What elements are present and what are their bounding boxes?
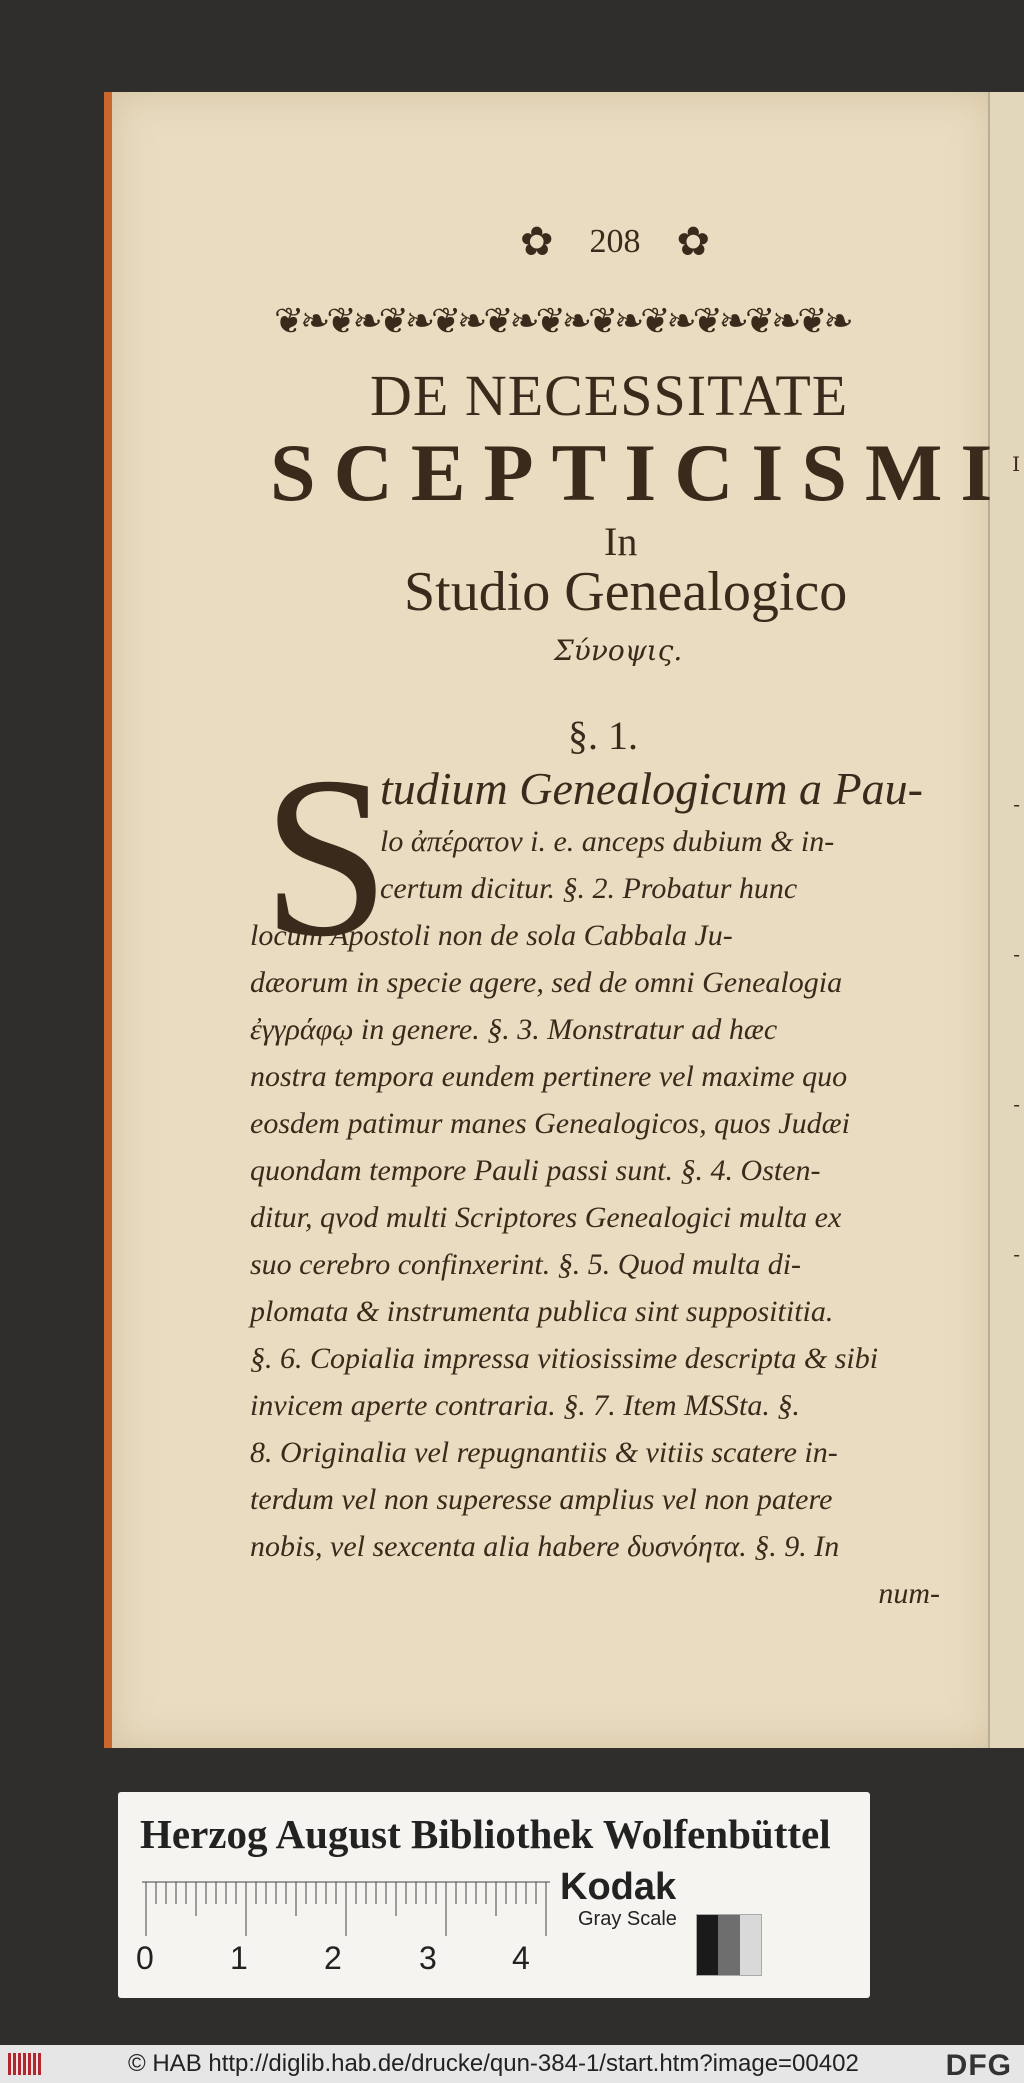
- title-line-3: In: [604, 519, 638, 564]
- text-line: eosdem patimur manes Genealogicos, quos Judæi: [250, 1107, 850, 1140]
- ruler-number: 4: [512, 1940, 530, 1976]
- library-color-card: [118, 1792, 870, 1998]
- adjacent-page-fragment: -: [1013, 792, 1020, 816]
- text-line: nobis, vel sexcenta alia habere δυσνόητα. §. 9. In: [250, 1530, 840, 1563]
- section-number: §. 1.: [568, 713, 638, 758]
- adjacent-page-fragment: -: [1013, 942, 1020, 966]
- text-line: invicem aperte contraria. §. 7. Item MSSta. §.: [250, 1389, 800, 1422]
- dfg-logo: DFG: [945, 2049, 1012, 2082]
- text-line: ἐγγράφῳ in genere. §. 3. Monstratur ad hæc: [250, 1013, 778, 1046]
- ruler-number: 3: [419, 1940, 437, 1976]
- text-line: certum dicitur. §. 2. Probatur hunc: [380, 872, 798, 905]
- text-line: suo cerebro confinxerint. §. 5. Quod multa di-: [250, 1248, 802, 1281]
- text-line: quondam tempore Pauli passi sunt. §. 4. Osten-: [250, 1154, 821, 1187]
- text-line: ditur, qvod multi Scriptores Genealogici multa ex: [250, 1201, 842, 1234]
- gray-swatch: [740, 1915, 761, 1975]
- adjacent-page-fragment: -: [1013, 1092, 1020, 1116]
- text-line: nostra tempora eundem pertinere vel maxime quo: [250, 1060, 848, 1093]
- ruler-number: 1: [230, 1940, 248, 1976]
- adjacent-page-edge: [988, 92, 1024, 1748]
- ruler-numbers: [136, 1940, 576, 1980]
- kodak-logo: Kodak: [560, 1866, 677, 1908]
- ruler-number: 2: [324, 1940, 342, 1976]
- title-line-1: DE NECESSITATE: [370, 363, 849, 428]
- ruler-scale: [142, 1876, 550, 1940]
- text-line: §. 6. Copialia impressa vitiosissime descripta & sibi: [250, 1342, 879, 1375]
- hab-logo-icon: [8, 2051, 48, 2077]
- text-line: terdum vel non superesse amplius vel non patere: [250, 1483, 833, 1516]
- title-line-2: SCEPTICISMI: [270, 427, 1011, 518]
- rosette-ornament-right: ✿: [676, 219, 711, 265]
- title-line-4: Studio Genealogico: [404, 561, 848, 623]
- library-name: Herzog August Bibliothek Wolfenbüttel: [140, 1811, 831, 1857]
- gray-swatch: [718, 1915, 739, 1975]
- catchword: num-: [878, 1577, 940, 1610]
- ruler-number: 0: [136, 1940, 154, 1976]
- text-line: dæorum in specie agere, sed de omni Genealogia: [250, 966, 843, 999]
- synopsis-heading: Σύνοψις.: [554, 634, 683, 667]
- body-text: [250, 760, 966, 1617]
- ornamental-band: ❦❧❦❧❦❧❦❧❦❧❦❧❦❧❦❧❦❧❦❧❦❧: [274, 300, 850, 342]
- footer-bar: [0, 2045, 1024, 2083]
- gray-swatches: [696, 1914, 762, 1976]
- gray-scale-label: Gray Scale: [578, 1908, 677, 1930]
- page-header: [520, 219, 711, 265]
- text-line: 8. Originalia vel repugnantiis & vitiis scatere in-: [250, 1436, 838, 1469]
- text-line: plomata & instrumenta publica sint supposititia.: [250, 1295, 834, 1328]
- text-line: tudium Genealogicum a Pau-: [380, 763, 923, 814]
- source-url[interactable]: © HAB http://diglib.hab.de/drucke/qun-384-1/start.htm?image=00402: [128, 2050, 859, 2077]
- adjacent-page-fragment: I: [1012, 452, 1020, 476]
- adjacent-page-fragment: -: [1013, 1242, 1020, 1266]
- drop-cap: S: [262, 729, 390, 984]
- text-line: lo ἀπέρατον i. e. anceps dubium & in-: [380, 825, 835, 858]
- page-number: 208: [589, 223, 641, 260]
- text-line: locum Apostoli non de sola Cabbala Ju-: [250, 919, 733, 952]
- gray-swatch: [697, 1915, 718, 1975]
- rosette-ornament-left: ✿: [520, 219, 554, 265]
